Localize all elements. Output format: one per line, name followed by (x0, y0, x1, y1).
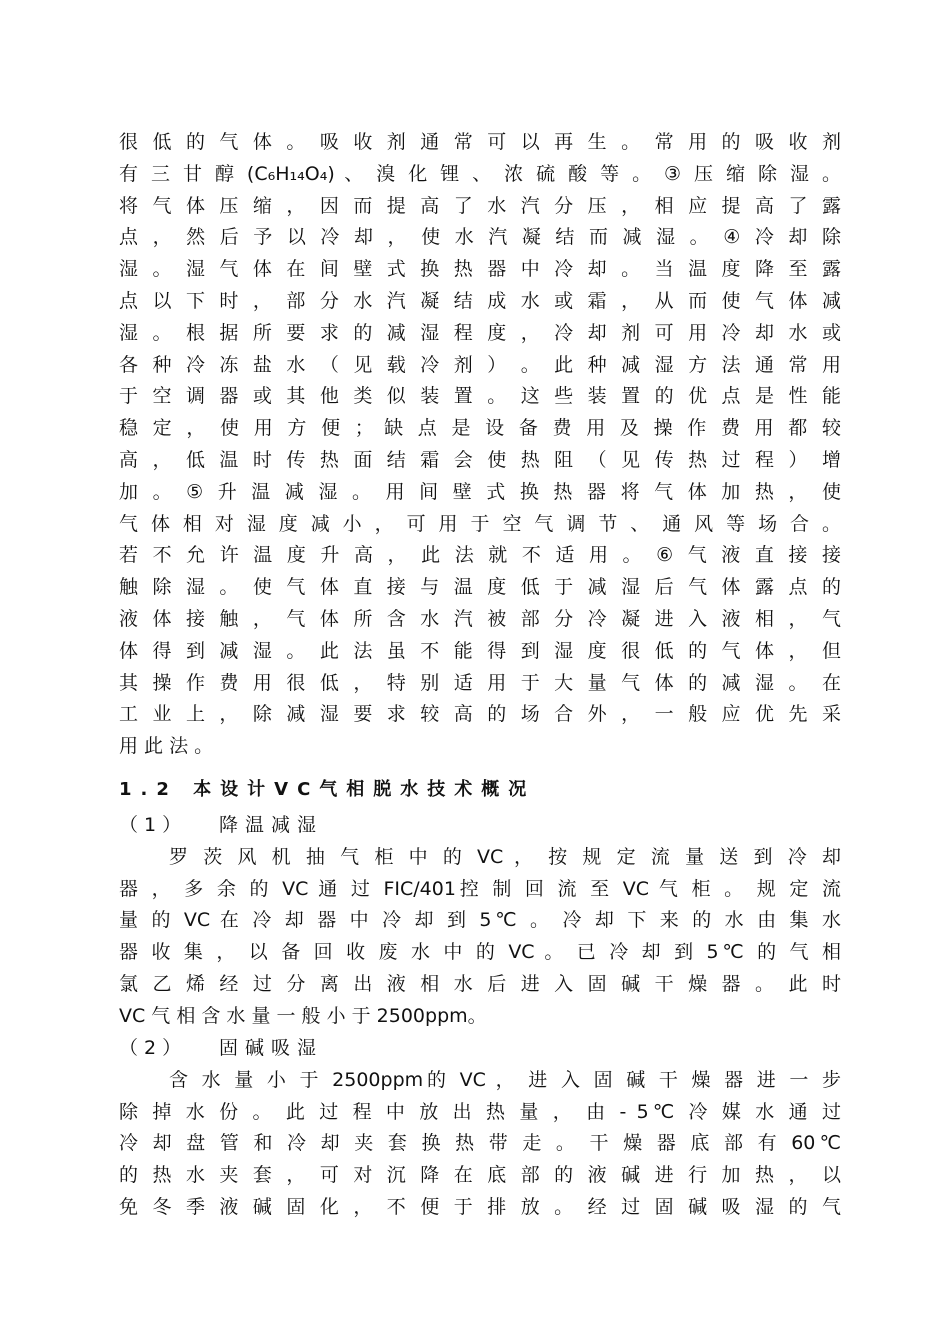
text-line: 体 得 到 减 湿 。 此 法 虽 不 能 得 到 湿 度 很 低 的 气 体 ， 但 (119, 639, 841, 662)
text-line: 高 ， 低 温 时 传 热 面 结 霜 会 使 热 阻 （ 见 传 热 过 程 ） 增 (119, 448, 841, 471)
subsection-number: （1） (119, 814, 188, 836)
text-line: 用 此 法 。 (119, 735, 214, 758)
text-line: VC 气 相 含 水 量 一 般 小 于 2500ppm。 (119, 1004, 487, 1027)
subsection-number: （2） (119, 1037, 188, 1059)
subsection-heading: 降温减湿 (219, 814, 324, 836)
text-line: 免 冬 季 液 碱 固 化 ， 不 便 于 排 放 。 经 过 固 碱 吸 湿 的 气 (119, 1195, 841, 1218)
text-line: 点 ， 然 后 予 以 冷 却 ， 使 水 汽 凝 结 而 减 湿 。 ④ 冷 却 除 (119, 226, 841, 249)
text-line: 液 体 接 触 ， 气 体 所 含 水 汽 被 部 分 冷 凝 进 入 液 相 ， 气 (119, 607, 841, 630)
text-line: 稳 定 ， 使 用 方 便 ； 缺 点 是 设 备 费 用 及 操 作 费 用 都 较 (119, 417, 841, 440)
text-line: 有 三 甘 醇 (C₆H₁₄O₄) 、 溴 化 锂 、 浓 硫 酸 等 。 ③ 压 缩 除 湿 。 (119, 162, 841, 185)
subsection-title (119, 1033, 841, 1065)
text-line: 很 低 的 气 体 。 吸 收 剂 通 常 可 以 再 生 。 常 用 的 吸 收 剂 (119, 131, 841, 153)
subsection-cooling-dehumidification (119, 810, 841, 1033)
text-line: 冷 却 盘 管 和 冷 却 夹 套 换 热 带 走 。 干 燥 器 底 部 有 60℃ (119, 1132, 841, 1155)
subsection-solid-alkali-absorption (119, 1033, 841, 1224)
text-line: 触 除 湿 。 使 气 体 直 接 与 温 度 低 于 减 湿 后 气 体 露 点 的 (119, 576, 841, 599)
text-line: 加 。 ⑤ 升 温 减 湿 。 用 间 壁 式 换 热 器 将 气 体 加 热 ， 使 (119, 480, 841, 503)
text-line: 各 种 冷 冻 盐 水 （ 见 载 冷 剂 ） 。 此 种 减 湿 方 法 通 常 用 (119, 353, 841, 376)
text-line: 工 业 上 ， 除 减 湿 要 求 较 高 的 场 合 外 ， 一 般 应 优 先 采 (119, 703, 841, 726)
text-line: 气 体 相 对 湿 度 减 小 ， 可 用 于 空 气 调 节 、 通 风 等 场 合 。 (119, 512, 841, 535)
text-line: 量 的 VC 在 冷 却 器 中 冷 却 到 5℃ 。 冷 却 下 来 的 水 由 集 水 (119, 909, 841, 932)
text-line: 湿 。 根 据 所 要 求 的 减 湿 程 度 ， 冷 却 剂 可 用 冷 却 水 或 (119, 321, 841, 344)
paragraph-dehumidification-methods (119, 127, 841, 763)
text-line: 湿 。 湿 气 体 在 间 壁 式 换 热 器 中 冷 却 。 当 温 度 降 至 露 (119, 258, 841, 281)
subsection-heading: 固碱吸湿 (219, 1037, 324, 1059)
text-line: 点 以 下 时 ， 部 分 水 汽 凝 结 成 水 或 霜 ， 从 而 使 气 体 减 (119, 289, 841, 312)
text-line: 将 气 体 压 缩 ， 因 而 提 高 了 水 汽 分 压 ， 相 应 提 高 了 露 (119, 194, 841, 217)
text-line: 氯 乙 烯 经 过 分 离 出 液 相 水 后 进 入 固 碱 干 燥 器 。 此 时 (119, 972, 841, 995)
text-line: 器 收 集 ， 以 备 回 收 废 水 中 的 VC 。 已 冷 却 到 5℃ 的 气 相 (119, 941, 841, 964)
text-line: 罗 茨 风 机 抽 气 柜 中 的 VC ， 按 规 定 流 量 送 到 冷 却 (169, 845, 841, 868)
text-line: 器 ， 多 余 的 VC 通 过 FIC/401控 制 回 流 至 VC 气 柜 。 规 定 流 (119, 877, 841, 900)
text-line: 于 空 调 器 或 其 他 类 似 装 置 。 这 些 装 置 的 优 点 是 性 能 (119, 385, 841, 408)
text-line: 除 掉 水 份 。 此 过 程 中 放 出 热 量 ， 由 - 5℃ 冷 媒 水 通 过 (119, 1100, 841, 1123)
text-line: 其 操 作 费 用 很 低 ， 特 别 适 用 于 大 量 气 体 的 减 湿 。 在 (119, 671, 841, 694)
subsection-title (119, 810, 841, 842)
text-line: 若 不 允 许 温 度 升 高 ， 此 法 就 不 适 用 。 ⑥ 气 液 直 接 接 (119, 544, 841, 567)
text-line: 的 热 水 夹 套 ， 可 对 沉 降 在 底 部 的 液 碱 进 行 加 热 ， 以 (119, 1164, 841, 1187)
section-heading: 1.2 本设计VC气相脱水技术概况 (119, 779, 536, 800)
text-line: 含 水 量 小 于 2500ppm的 VC ， 进 入 固 碱 干 燥 器 进 一 步 (169, 1068, 841, 1091)
